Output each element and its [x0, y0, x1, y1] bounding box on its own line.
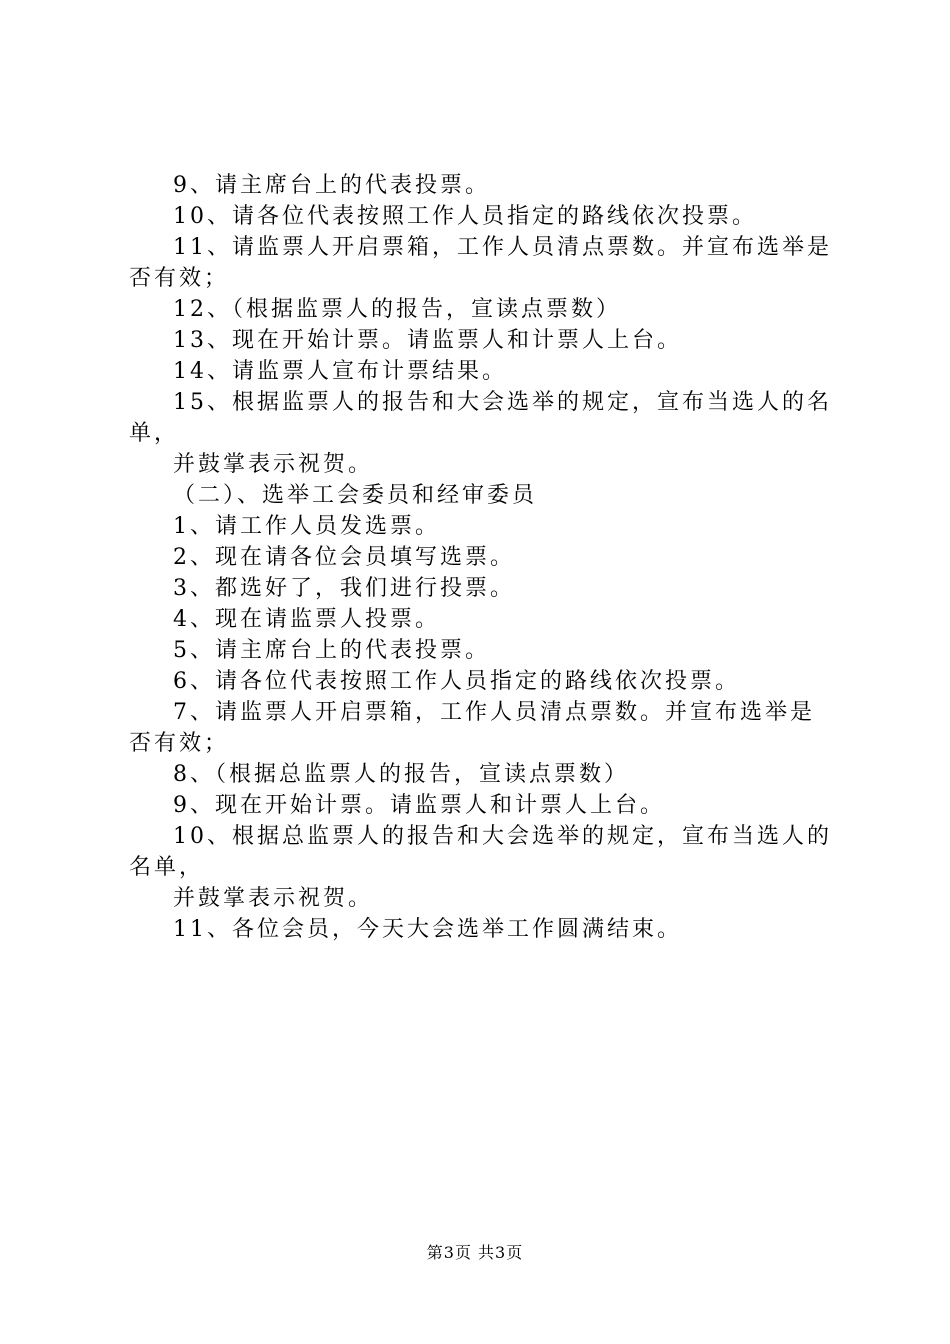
paragraph: 5、请主席台上的代表投票。 [173, 638, 490, 663]
paragraph: 1、请工作人员发选票。 [173, 514, 440, 539]
paragraph: 并鼓掌表示祝贺。 [173, 886, 374, 911]
paragraph: 9、请主席台上的代表投票。 [173, 173, 490, 198]
paragraph: 2、现在请各位会员填写选票。 [173, 545, 515, 570]
paragraph: 13、现在开始计票。请监票人和计票人上台。 [173, 328, 682, 353]
paragraph: 11、请监票人开启票箱，工作人员清点票数。并宣布选举是否有效； [129, 235, 832, 291]
paragraph: 11、各位会员，今天大会选举工作圆满结束。 [173, 917, 682, 942]
paragraph: 14、请监票人宣布计票结果。 [173, 359, 507, 384]
page-number-label: 第3页 共3页 [426, 1243, 524, 1262]
paragraph: 4、现在请监票人投票。 [173, 607, 440, 632]
paragraph: 15、根据监票人的报告和大会选举的规定，宣布当选人的名单， [129, 390, 832, 446]
paragraph: 9、现在开始计票。请监票人和计票人上台。 [173, 793, 665, 818]
paragraph: 10、请各位代表按照工作人员指定的路线依次投票。 [173, 204, 757, 229]
section-heading: （二）、选举工会委员和经审委员 [173, 483, 538, 508]
paragraph: 8、（根据总监票人的报告，宣读点票数） [173, 762, 629, 787]
paragraph: 6、请各位代表按照工作人员指定的路线依次投票。 [173, 669, 740, 694]
page-footer [0, 1243, 950, 1263]
paragraph: 并鼓掌表示祝贺。 [173, 452, 374, 477]
paragraph: 10、根据总监票人的报告和大会选举的规定，宣布当选人的名单， [129, 824, 832, 880]
paragraph: 12、（根据监票人的报告，宣读点票数） [173, 297, 621, 322]
paragraph: 7、请监票人开启票箱，工作人员清点票数。并宣布选举是否有效； [129, 700, 815, 756]
paragraph: 3、都选好了，我们进行投票。 [173, 576, 515, 601]
document-body [129, 170, 834, 945]
